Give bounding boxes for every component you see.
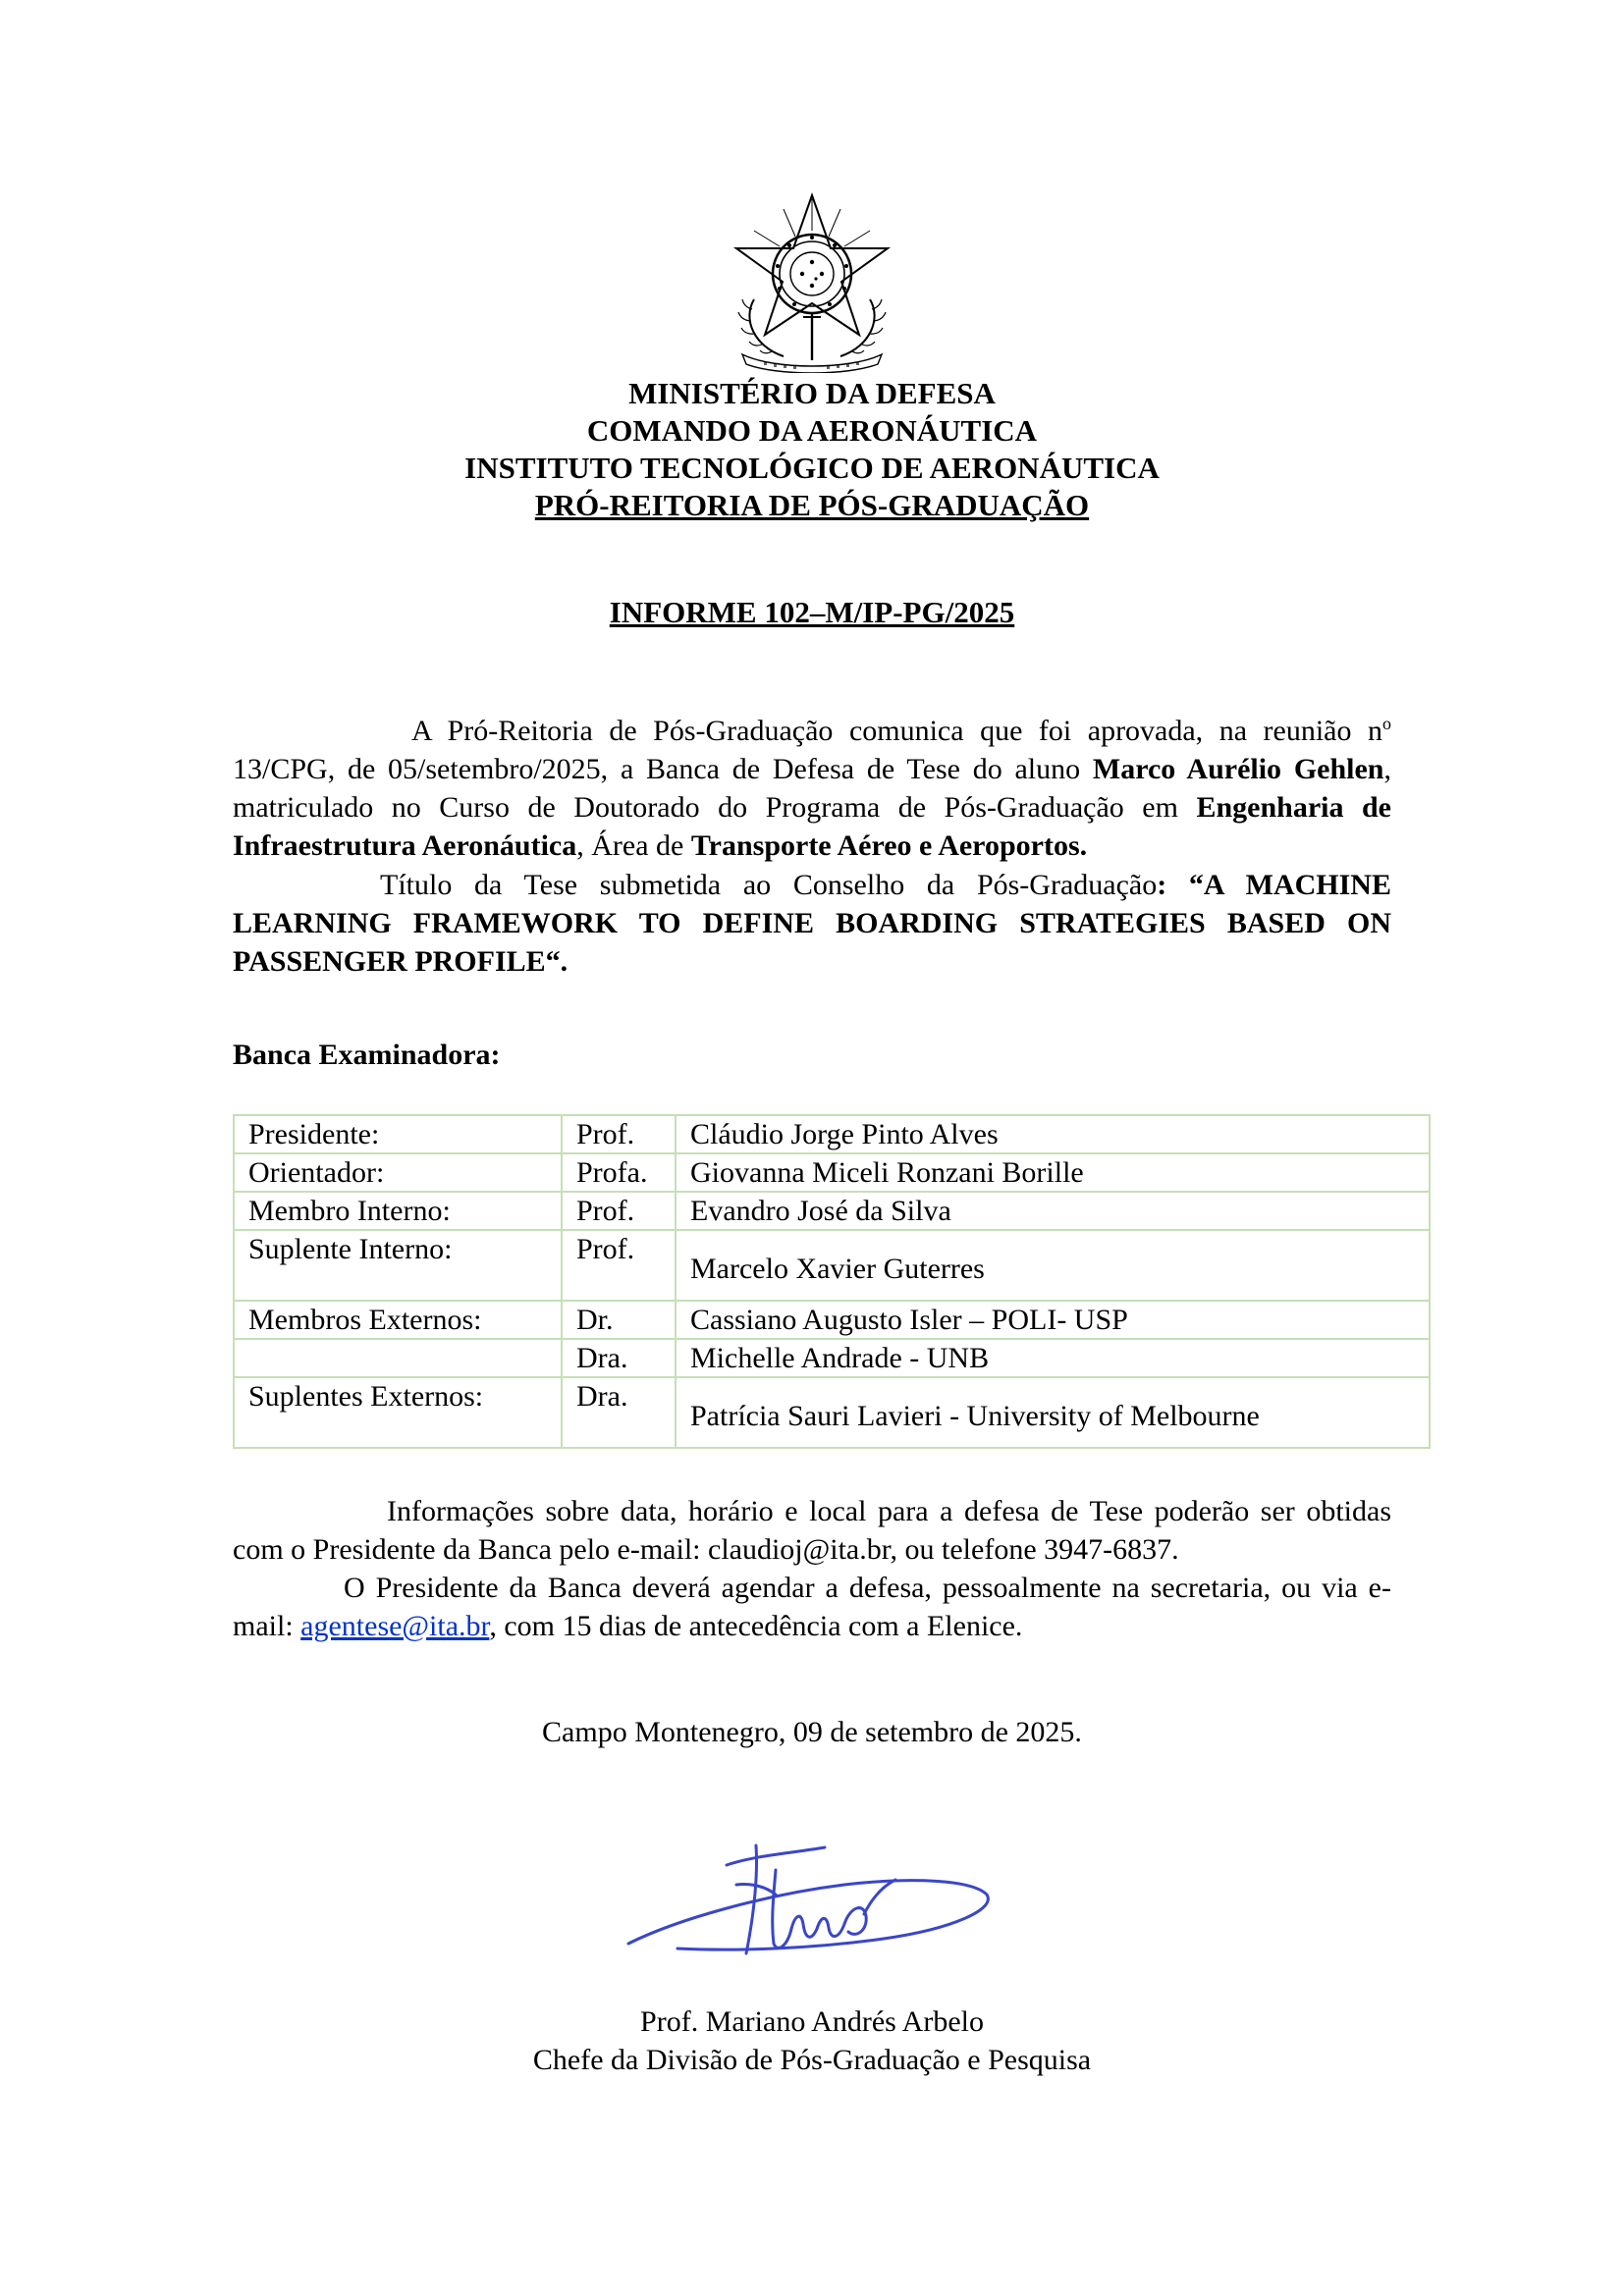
title-cell: Dr. — [562, 1301, 676, 1339]
title-cell: Profa. — [562, 1153, 676, 1192]
paragraph-text: , matriculado no Curso de Doutorado do Programa de Pós-Graduação em — [233, 753, 1391, 824]
title-cell: Dra. — [562, 1339, 676, 1377]
title-cell: Dra. — [562, 1377, 676, 1448]
thesis-title: : “A MACHINE LEARNING FRAMEWORK TO DEFINE BOARDING STRATEGIES BASED ON PASSENGER PROFILE“. — [233, 869, 1391, 978]
role-cell: Membros Externos: — [234, 1301, 562, 1339]
program-name: Engenharia de Infraestrutura Aeronáutica — [233, 791, 1392, 862]
name-cell — [676, 1230, 1430, 1301]
header-pro-rectory: PRÓ-REITORIA DE PÓS-GRADUAÇÃO — [534, 488, 1090, 522]
signer-position: Chefe da Divisão de Pós-Graduação e Pesquisa — [532, 2044, 1092, 2076]
table-row — [234, 1153, 1430, 1192]
email-link[interactable]: agentese@ita.br — [300, 1610, 490, 1642]
ordinal-superscript: o — [1382, 714, 1391, 733]
table-row — [234, 1230, 1430, 1301]
name-cell: Michelle Andrade - UNB — [676, 1339, 1430, 1377]
table-row — [234, 1377, 1430, 1448]
title-cell: Prof. — [562, 1192, 676, 1230]
signer-block — [0, 2002, 1624, 2079]
paragraph-text: , com 15 dias de antecedência com a Elenice. — [489, 1610, 1023, 1642]
table-row — [234, 1301, 1430, 1339]
signer-name: Prof. Mariano Andrés Arbelo — [640, 2005, 984, 2038]
student-name: Marco Aurélio Gehlen — [1092, 753, 1384, 785]
title-cell: Prof. — [562, 1230, 676, 1301]
name-text: Marcelo Xavier Guterres — [690, 1253, 985, 1285]
role-cell: Orientador: — [234, 1153, 562, 1192]
name-cell: Evandro José da Silva — [676, 1192, 1430, 1230]
name-text: Patrícia Sauri Lavieri - University of Melbourne — [690, 1400, 1260, 1432]
area-name: Transporte Aéreo e Aeroportos. — [690, 829, 1088, 862]
role-cell: Presidente: — [234, 1115, 562, 1153]
role-cell: Suplente Interno: — [234, 1230, 562, 1301]
handwritten-signature — [619, 1826, 1011, 1983]
paragraph-text: A Pró-Reitoria de Pós-Graduação comunica que foi aprovada, na reunião n — [411, 715, 1382, 747]
table-row — [234, 1192, 1430, 1230]
coat-of-arms-seal — [725, 191, 899, 373]
paragraph-scheduling — [233, 1569, 1391, 1645]
role-cell — [234, 1339, 562, 1377]
header-ministry: MINISTÉRIO DA DEFESA — [628, 376, 996, 410]
informe-title: INFORME 102–M/IP-PG/2025 — [609, 595, 1015, 629]
name-cell: Cláudio Jorge Pinto Alves — [676, 1115, 1430, 1153]
paragraph-thesis-title — [233, 866, 1391, 981]
role-cell: Membro Interno: — [234, 1192, 562, 1230]
paragraph-approval — [233, 705, 1391, 865]
role-cell: Suplentes Externos: — [234, 1377, 562, 1448]
paragraph-text: O Presidente da Banca deverá agendar a defesa, pessoalmente na secretaria, ou via e-mail: — [233, 1572, 1391, 1642]
committee-label: Banca Examinadora: — [233, 1039, 501, 1071]
paragraph-text: , Área de — [576, 829, 691, 862]
title-cell: Prof. — [562, 1115, 676, 1153]
paragraph-text: 13/CPG, de 05/setembro/2025, a Banca de Defesa de Tese do aluno — [233, 753, 1093, 785]
name-cell: Cassiano Augusto Isler – POLI- USP — [676, 1301, 1430, 1339]
table-row — [234, 1339, 1430, 1377]
institution-header — [0, 375, 1624, 524]
paragraph-contact-info: Informações sobre data, horário e local para a defesa de Tese poderão ser obtidas com o Presidente da Banca pelo e-mail: claudioj@ita.br, ou telefone 3947-6837. — [233, 1495, 1391, 1566]
date-line: Campo Montenegro, 09 de setembro de 2025. — [542, 1716, 1082, 1748]
header-institute: INSTITUTO TECNOLÓGICO DE AERONÁUTICA — [464, 451, 1160, 485]
committee-table — [233, 1114, 1431, 1449]
table-row — [234, 1115, 1430, 1153]
paragraph-text: Título da Tese submetida ao Conselho da Pós-Graduação — [380, 869, 1158, 901]
name-cell: Giovanna Miceli Ronzani Borille — [676, 1153, 1430, 1192]
header-command: COMANDO DA AERONÁUTICA — [586, 413, 1038, 448]
name-cell — [676, 1377, 1430, 1448]
